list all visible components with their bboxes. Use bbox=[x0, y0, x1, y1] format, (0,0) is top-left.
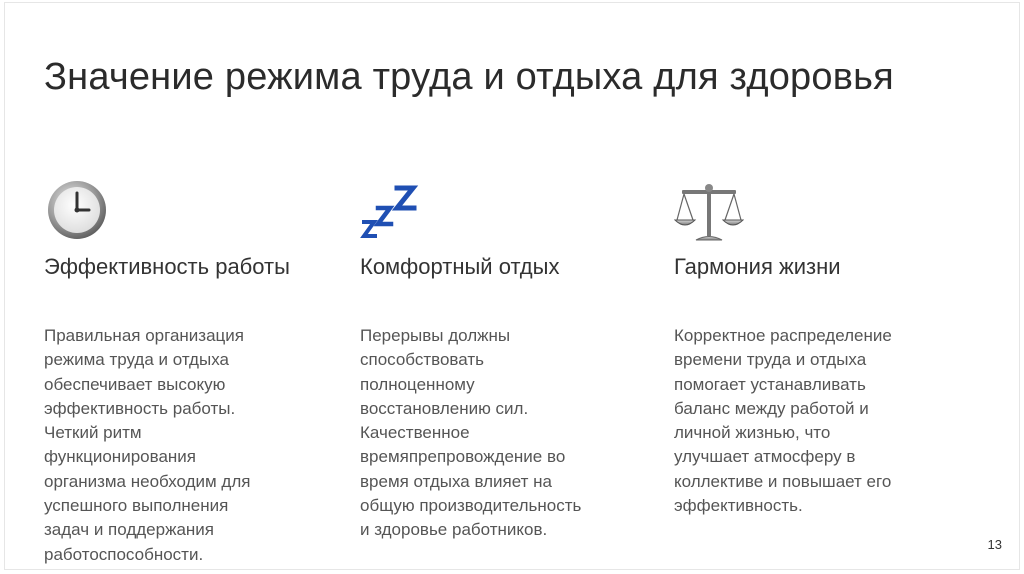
column-text: Корректное распределение времени труда и отдыха помогает устанавливать баланс между работой и личной жизнью, что улучшает атмосферу в коллективе и повышает его эффективность. bbox=[674, 326, 892, 516]
slide-title: Значение режима труда и отдыха для здоровья bbox=[44, 56, 894, 98]
sleeping-zzz-icon bbox=[360, 178, 430, 248]
column-text: Перерывы должны способствовать полноценному восстановлению сил. Качественное времяпрепровождение во время отдыха влияет на общую производительность и здоровье работников. bbox=[360, 326, 582, 540]
column-heading: Комфортный отдых bbox=[360, 254, 560, 279]
clock-icon bbox=[44, 178, 114, 248]
column-heading: Гармония жизни bbox=[674, 254, 841, 279]
balance-scale-icon bbox=[674, 178, 744, 248]
page-number: 13 bbox=[987, 537, 1002, 552]
column-text: Правильная организация режима труда и отдыха обеспечивает высокую эффективность работы. Четкий ритм функционирования организма необходим для успешного выполнения задач и поддержания работоспособности. bbox=[44, 326, 251, 564]
column-heading: Эффективность работы bbox=[44, 254, 290, 279]
